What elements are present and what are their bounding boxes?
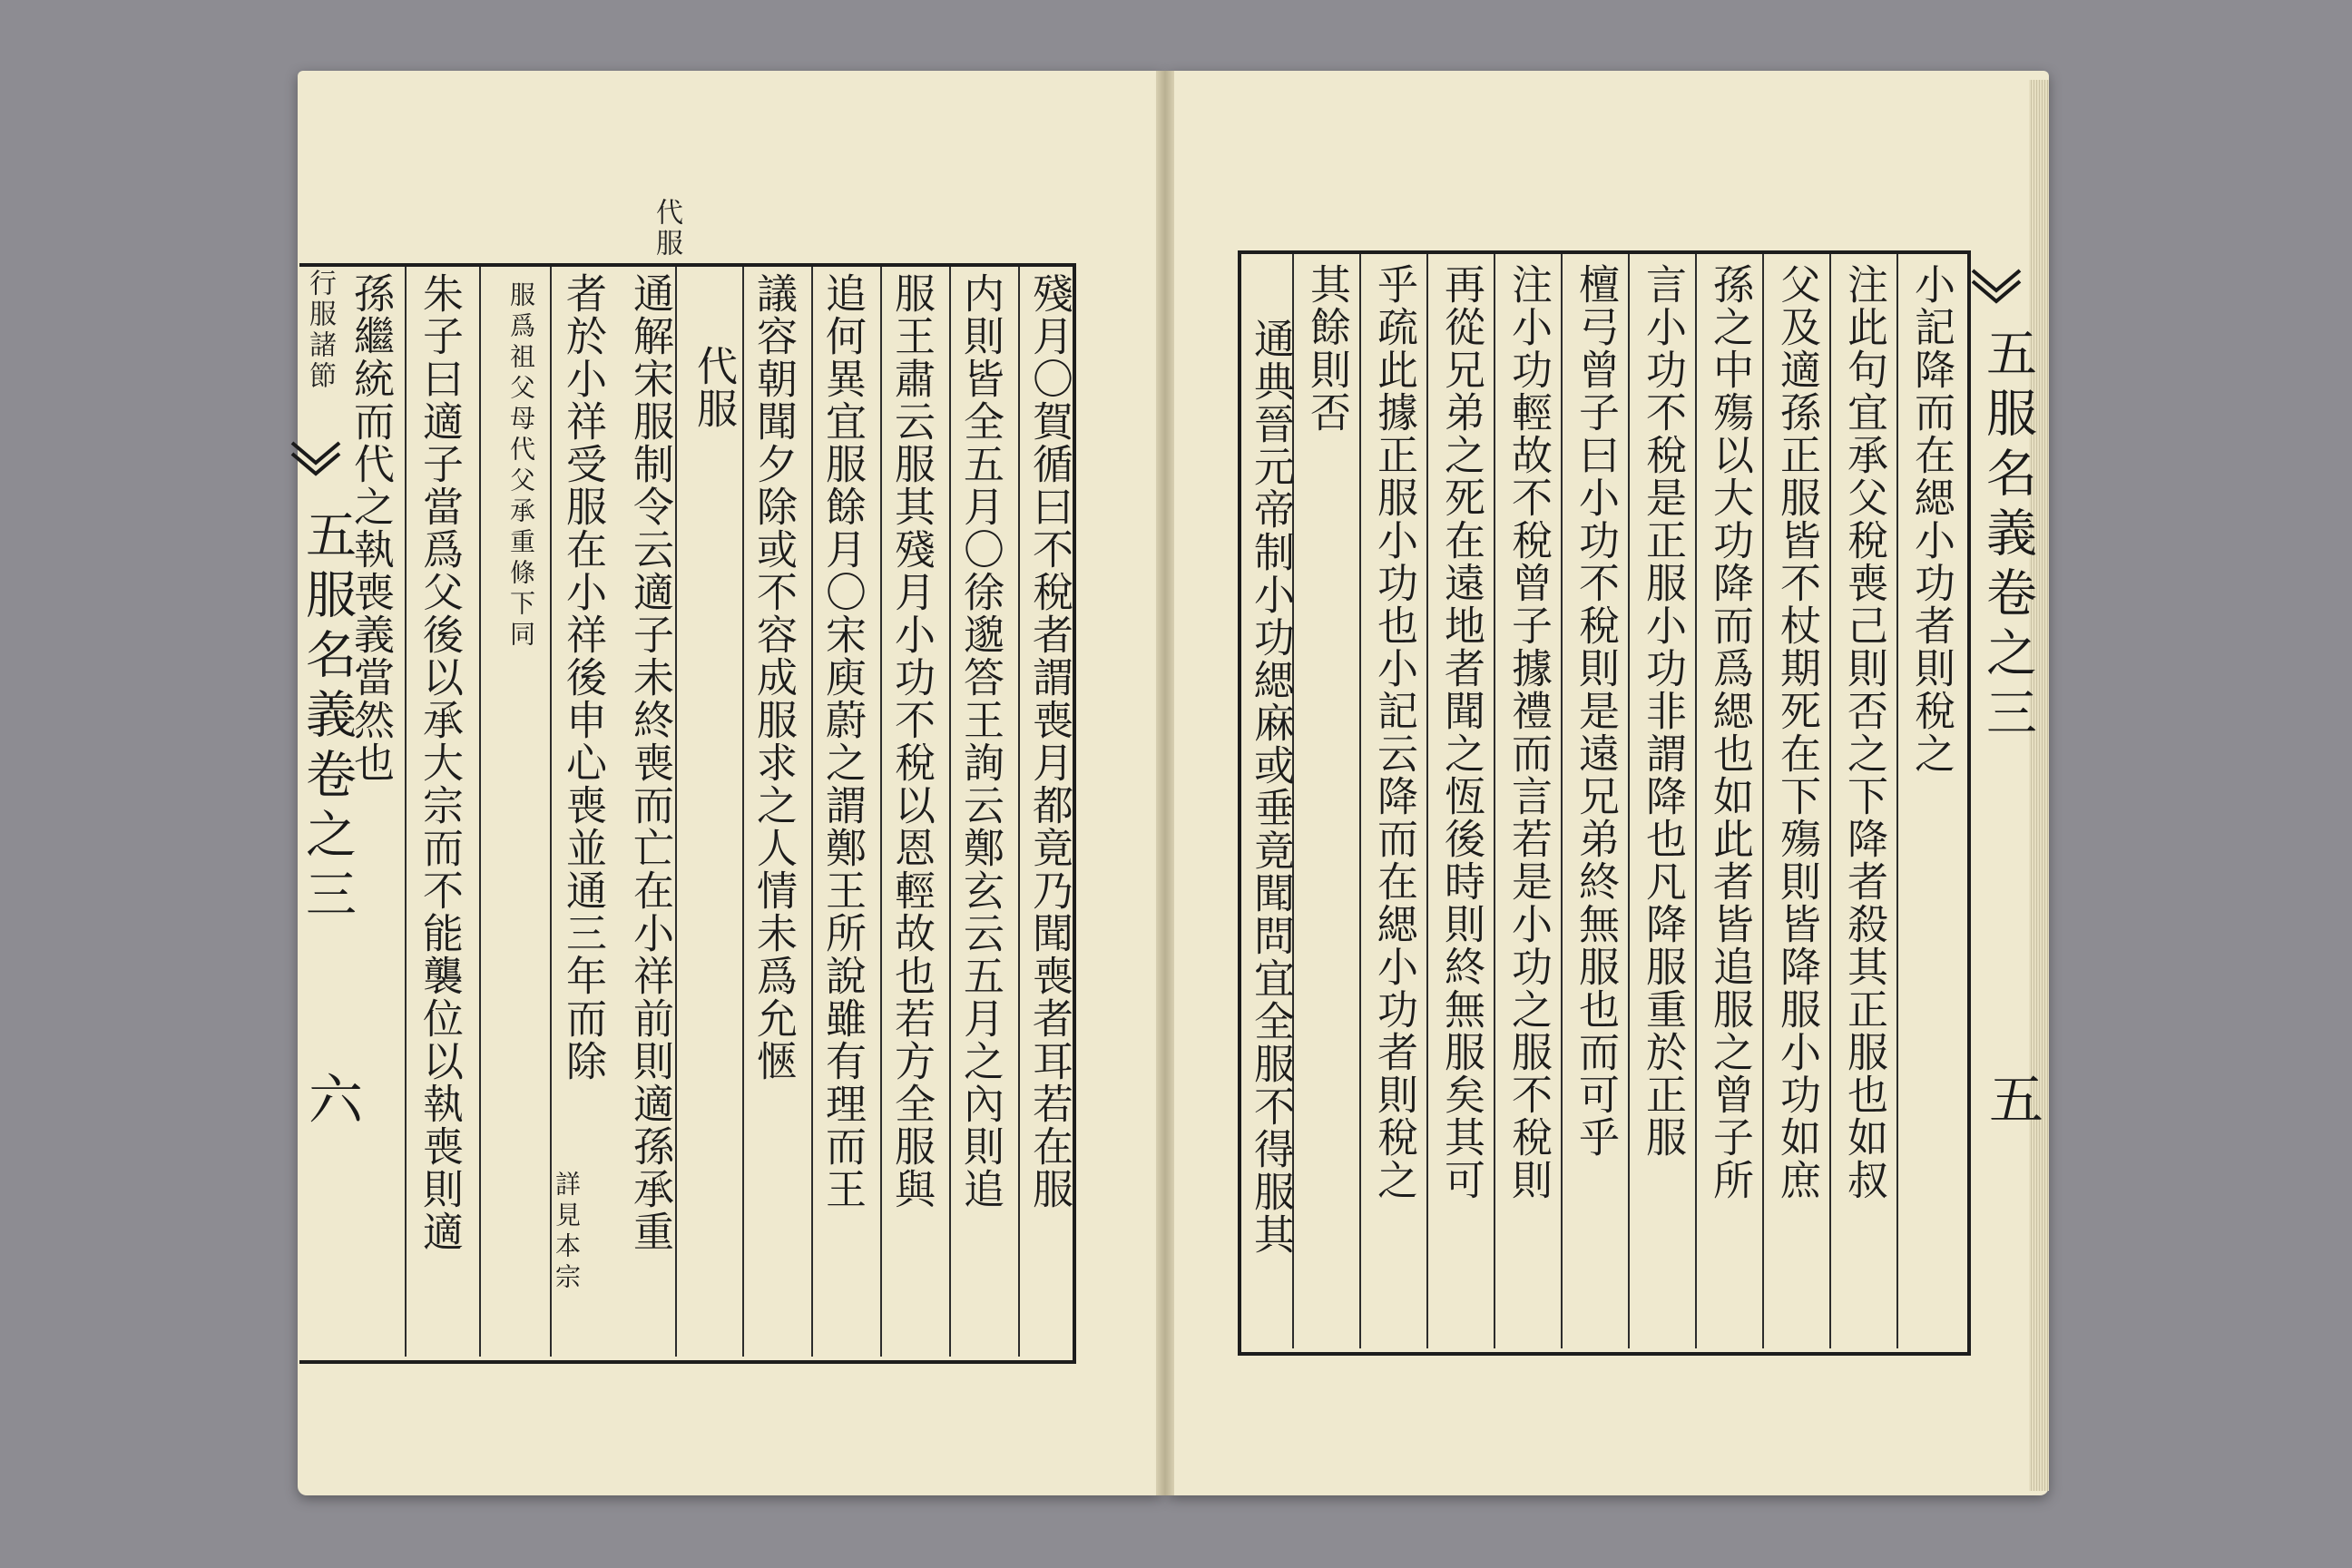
column-rule: [1426, 254, 1428, 1348]
column-rule: [1561, 254, 1563, 1348]
column-rule: [880, 267, 882, 1357]
text-column: 内則皆全五月〇徐邈答王詢云鄭玄云五月之內則追: [956, 272, 1004, 1210]
fish-tail-mark-icon: [289, 436, 343, 490]
fish-tail-mark-icon: [1969, 263, 2024, 318]
text-column: 通典晉元帝制小功緦麻或垂竟聞問宜全服不得服其: [1247, 318, 1295, 1256]
column-rule: [949, 267, 951, 1357]
text-column: 小記降而在緦小功者則稅之: [1907, 263, 1955, 775]
text-column: 其餘則否: [1303, 263, 1351, 434]
right-block-title: 五服名義卷之三: [1978, 327, 2037, 746]
column-rule: [1829, 254, 1831, 1348]
right-folio: 五: [1980, 1071, 2043, 1125]
text-column: 再從兄弟之死在遠地者聞之恆後時則終無服矣其可: [1437, 263, 1485, 1201]
column-rule: [1494, 254, 1495, 1348]
column-rule: [1896, 254, 1898, 1348]
book-gutter: [1156, 71, 1174, 1495]
text-column: 殘月〇賀循曰不稅者謂喪月都竟乃聞喪者耳若在服: [1025, 272, 1073, 1210]
text-column: 乎疏此據正服小功也小記云降而在緦小功者則稅之: [1370, 263, 1418, 1201]
column-rule: [1762, 254, 1764, 1348]
column-rule: [1695, 254, 1697, 1348]
column-rule: [479, 267, 481, 1357]
column-rule: [1628, 254, 1630, 1348]
text-column: 注小功輕故不稅曾子據禮而言若是小功之服不稅則: [1504, 263, 1553, 1201]
text-column: 者於小祥受服在小祥後申心喪並通三年而除: [559, 272, 607, 1083]
text-column: 服王肅云服其殘月小功不稅以恩輕故也若方全服與: [887, 272, 936, 1210]
column-rule: [811, 267, 813, 1357]
text-column: 父及適孫正服皆不杖期死在下殤則皆降服小功如庶: [1773, 263, 1821, 1201]
text-column: 孫繼統而代之執喪義當然也: [347, 272, 395, 784]
column-rule: [742, 267, 744, 1357]
annotation-column: 服爲祖父母代父承重條下同: [506, 281, 536, 652]
text-column: 朱子曰適子當爲父後以承大宗而不能襲位以執喪則適: [416, 272, 464, 1253]
text-column: 言小功不稅是正服小功非謂降也凡降服重於正服: [1639, 263, 1687, 1159]
left-margin-label: 代服: [651, 198, 682, 260]
text-column: 議容朝聞夕除或不容成服求之人情未爲允愜: [750, 272, 798, 1083]
left-section-label: 行服諸節: [304, 269, 336, 392]
text-column: 檀弓曾子曰小功不稅則是遠兄弟終無服也而可乎: [1572, 263, 1620, 1159]
text-column: 注此句宜承父稅喪己則否之下降者殺其正服也如叔: [1840, 263, 1888, 1201]
text-column: 通解宋服制令云適子未終喪而亡在小祥前則適孫承重: [626, 272, 674, 1253]
page-stack-edge: [2029, 80, 2049, 1491]
column-rule: [405, 267, 407, 1357]
left-block-title: 五服名義卷之三: [298, 508, 357, 927]
text-column: 孫之中殤以大功降而爲緦也如此者皆追服之曾子所: [1706, 263, 1754, 1201]
column-rule: [1359, 254, 1361, 1348]
left-folio: 六: [299, 1071, 363, 1125]
section-heading: 代服: [690, 345, 738, 430]
annotation-note: 詳見本宗: [552, 1171, 582, 1294]
text-column: 追何異宜服餘月〇宋庾蔚之謂鄭王所說雖有理而王: [818, 272, 867, 1210]
column-rule: [1018, 267, 1020, 1357]
